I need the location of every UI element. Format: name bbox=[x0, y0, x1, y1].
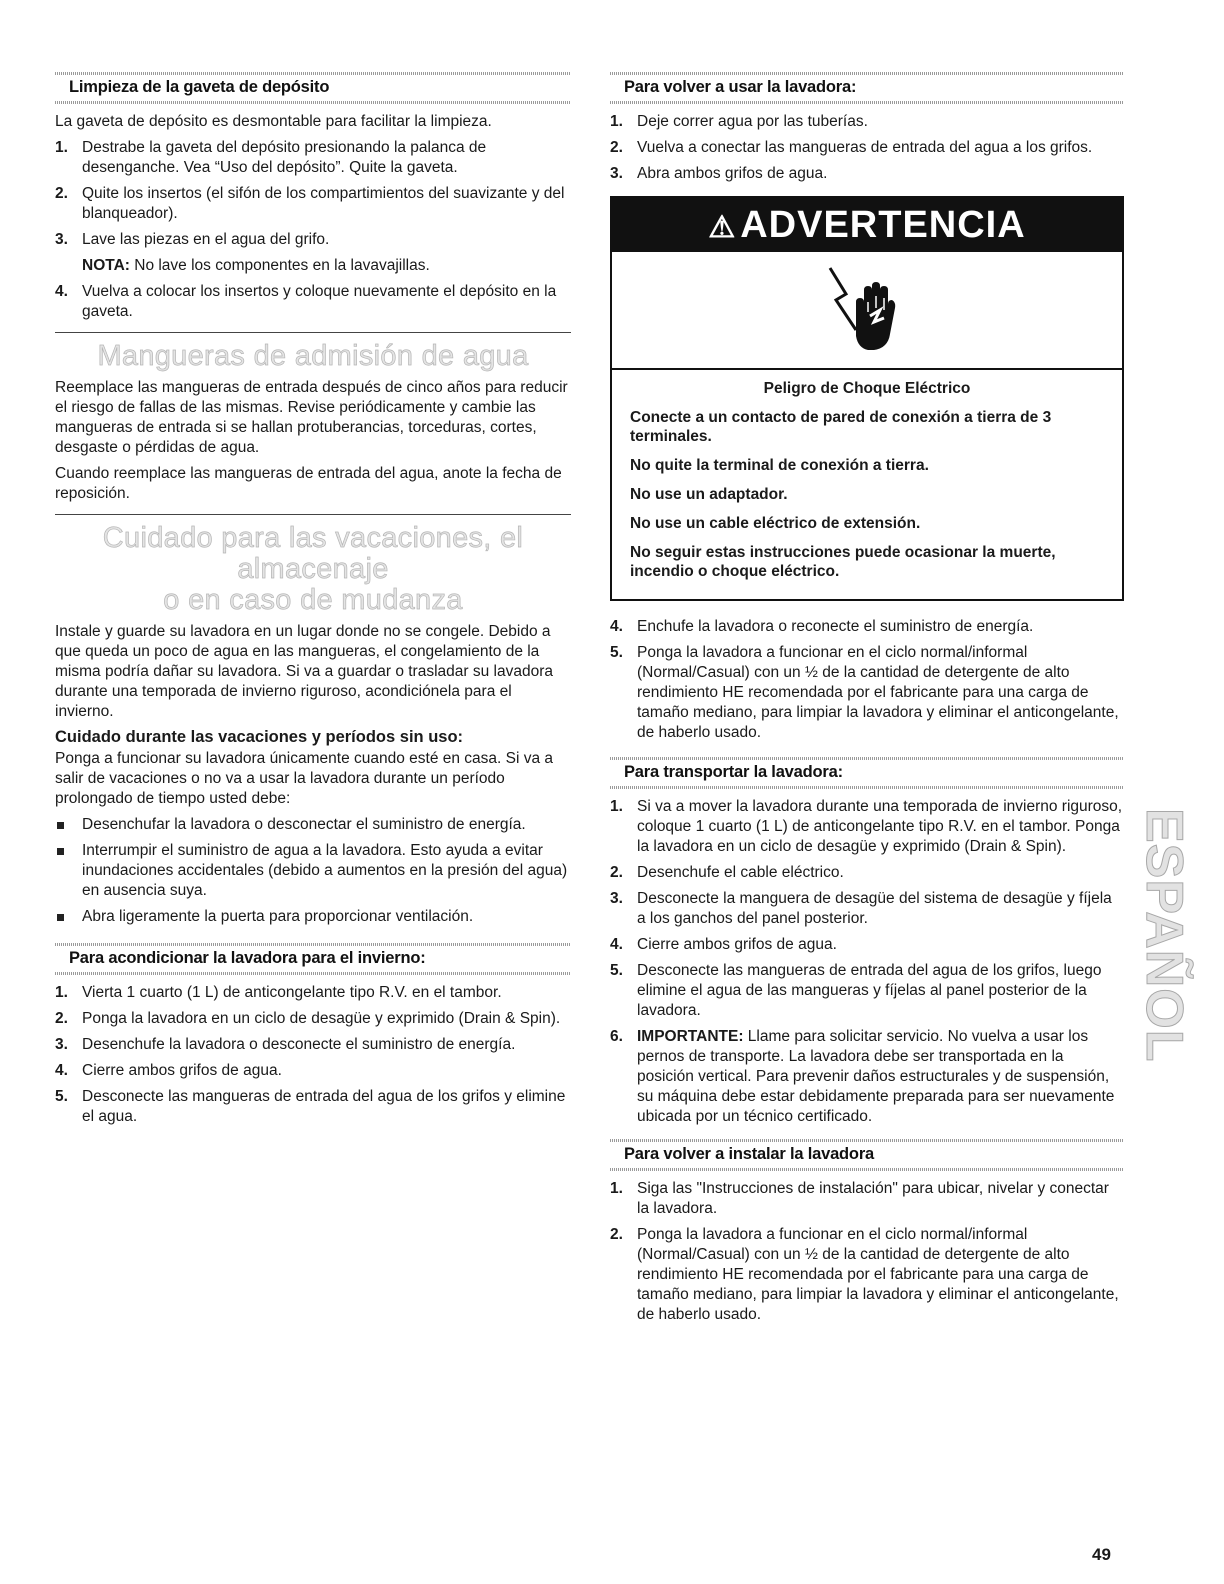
vacation-title-line-2: o en caso de mudanza bbox=[163, 584, 463, 616]
warning-title: ADVERTENCIA bbox=[740, 204, 1026, 246]
list-item bbox=[55, 983, 571, 1003]
step-text: Desconecte la manguera de desagüe del sistema de desagüe y fíjela a los ganchos del panel posterior. bbox=[637, 890, 1112, 927]
bullet-square-icon bbox=[57, 822, 64, 829]
list-item bbox=[610, 1225, 1124, 1325]
language-side-tab bbox=[1134, 807, 1194, 1063]
bullet-text: Desenchufar la lavadora o desconectar el suministro de energía. bbox=[82, 816, 526, 833]
vacation-sub-heading: Cuidado durante las vacaciones y períodos sin uso: bbox=[55, 728, 464, 746]
list-item bbox=[610, 961, 1124, 1021]
left-column bbox=[55, 72, 571, 1133]
electric-shock-hand-icon bbox=[612, 252, 1122, 370]
step-number: 3. bbox=[610, 165, 623, 182]
vacation-intro: Instale y guarde su lavadora en un lugar donde no se congele. Debido a que queda un poco de agua en las mangueras, el congelamiento de la misma podría dañar su lavadora. Si va a guardar o trasladar su lavadora durante una temporada de invierno riguroso, acondiciónela para el invierno. bbox=[55, 623, 553, 720]
winterize-steps bbox=[55, 983, 571, 1127]
step-number: 3. bbox=[610, 890, 623, 907]
list-item bbox=[55, 184, 571, 224]
list-item bbox=[55, 1087, 571, 1127]
list-item bbox=[55, 815, 571, 835]
warning-line: No quite la terminal de conexión a tierra. bbox=[630, 457, 929, 474]
step-text: Desconecte las mangueras de entrada del agua de los grifos y elimine el agua. bbox=[82, 1088, 566, 1125]
list-item bbox=[55, 1009, 571, 1029]
step-text: Desenchufe la lavadora o desconecte el suministro de energía. bbox=[82, 1036, 516, 1053]
step-text: Ponga la lavadora a funcionar en el ciclo normal/informal (Normal/Casual) con un ½ de la cantidad de detergente de alto rendimiento HE recomendada por el fabricante para una carga de tamaño mediano, para limpiar la lavadora y eliminar el anticongelante, de haberlo usado. bbox=[637, 1226, 1119, 1323]
step-number: 3. bbox=[55, 231, 68, 248]
step-number: 5. bbox=[610, 962, 623, 979]
transport-heading-bar bbox=[610, 757, 1124, 789]
list-item bbox=[610, 1027, 1124, 1127]
note-text: No lave los componentes en la lavavajillas. bbox=[129, 257, 430, 274]
list-item bbox=[55, 1061, 571, 1081]
language-label: ESPAÑOL bbox=[1135, 807, 1193, 1063]
bullet-text: Abra ligeramente la puerta para proporcionar ventilación. bbox=[82, 908, 474, 925]
vacation-bullets bbox=[55, 815, 571, 927]
list-item bbox=[610, 617, 1124, 637]
step-number: 2. bbox=[55, 1010, 68, 1027]
list-item bbox=[55, 138, 571, 178]
transport-heading: Para transportar la lavadora: bbox=[624, 763, 843, 781]
warning-line: No use un adaptador. bbox=[630, 486, 788, 503]
list-item bbox=[55, 230, 571, 276]
list-item bbox=[610, 889, 1124, 929]
step-text: Cierre ambos grifos de agua. bbox=[82, 1062, 282, 1079]
step-text: Deje correr agua por las tuberías. bbox=[637, 113, 868, 130]
section-divider bbox=[55, 514, 571, 515]
reuse-heading-bar bbox=[610, 72, 1124, 104]
step-text: Llame para solicitar servicio. No vuelva a usar los pernos de transporte. La lavadora debe ser transportada en la posición vertical. Para prevenir daños estructurales y de suspensión, su máquina debe estar debidamente preparada para ser nuevamente ubicada por un técnico certificado. bbox=[637, 1028, 1115, 1125]
list-item bbox=[55, 282, 571, 322]
reuse-steps-continued bbox=[610, 617, 1124, 743]
reinstall-steps bbox=[610, 1179, 1124, 1325]
step-text: Siga las "Instrucciones de instalación" para ubicar, nivelar y conectar la lavadora. bbox=[637, 1180, 1109, 1217]
warning-line: No seguir estas instrucciones puede ocasionar la muerte, incendio o choque eléctrico. bbox=[630, 544, 1056, 580]
step-text: Vuelva a conectar las mangueras de entrada del agua a los grifos. bbox=[637, 139, 1093, 156]
step-text: Ponga la lavadora en un ciclo de desagüe y exprimido (Drain & Spin). bbox=[82, 1010, 561, 1027]
step-text: Lave las piezas en el agua del grifo. bbox=[82, 231, 330, 248]
step-number: 1. bbox=[610, 798, 623, 815]
step-number: 2. bbox=[610, 1226, 623, 1243]
step-text: Quite los insertos (el sifón de los compartimientos del suavizante y del blanqueador). bbox=[82, 185, 565, 222]
list-item bbox=[610, 164, 1124, 184]
step-number: 4. bbox=[610, 618, 623, 635]
shock-hand-graphic bbox=[822, 260, 912, 360]
important-label: IMPORTANTE: bbox=[637, 1028, 744, 1045]
note-label: NOTA: bbox=[82, 257, 130, 274]
warning-box bbox=[610, 196, 1124, 601]
step-text: Abra ambos grifos de agua. bbox=[637, 165, 828, 182]
bullet-text: Interrumpir el suministro de agua a la lavadora. Esto ayuda a evitar inundaciones accidentales (debido a aumentos en la presión del agua) en ausencia suya. bbox=[82, 842, 568, 899]
list-item bbox=[610, 863, 1124, 883]
step-text: Si va a mover la lavadora durante una temporada de invierno riguroso, coloque 1 cuarto (1 L) de anticongelante tipo R.V. en el tambor. Ponga la lavadora en un ciclo de desagüe y exprimido (Drain & Spin). bbox=[637, 798, 1123, 855]
warning-body bbox=[612, 370, 1122, 599]
cleaning-steps bbox=[55, 138, 571, 322]
list-item bbox=[610, 643, 1124, 743]
list-item bbox=[610, 935, 1124, 955]
reinstall-heading: Para volver a instalar la lavadora bbox=[624, 1145, 875, 1163]
step-number: 2. bbox=[610, 864, 623, 881]
vacation-sub-text: Ponga a funcionar su lavadora únicamente cuando esté en casa. Si va a salir de vacaciones o no va a usar la lavadora durante un período prolongado de tiempo usted debe: bbox=[55, 750, 554, 807]
step-number: 1. bbox=[610, 113, 623, 130]
cleaning-note bbox=[82, 256, 571, 276]
cleaning-heading: Limpieza de la gaveta de depósito bbox=[69, 78, 330, 96]
step-text: Vuelva a colocar los insertos y coloque nuevamente el depósito en la gaveta. bbox=[82, 283, 557, 320]
step-number: 2. bbox=[610, 139, 623, 156]
step-text: Desenchufe el cable eléctrico. bbox=[637, 864, 844, 881]
bullet-square-icon bbox=[57, 914, 64, 921]
step-number: 1. bbox=[610, 1180, 623, 1197]
hoses-title: Mangueras de admisión de agua bbox=[97, 340, 529, 372]
list-item bbox=[55, 841, 571, 901]
hoses-paragraph-2: Cuando reemplace las mangueras de entrada del agua, anote la fecha de reposición. bbox=[55, 465, 562, 502]
winterize-heading-bar bbox=[55, 943, 571, 975]
cleaning-intro: La gaveta de depósito es desmontable para facilitar la limpieza. bbox=[55, 113, 492, 130]
step-number: 3. bbox=[55, 1036, 68, 1053]
step-text: Ponga la lavadora a funcionar en el ciclo normal/informal (Normal/Casual) con un ½ de la cantidad de detergente de alto rendimiento HE recomendada por el fabricante para una carga de tamaño mediano, para limpiar la lavadora y eliminar el anticongelante, de haberlo usado. bbox=[637, 644, 1119, 741]
reuse-heading: Para volver a usar la lavadora: bbox=[624, 78, 857, 96]
step-number: 5. bbox=[55, 1088, 68, 1105]
section-divider bbox=[55, 332, 571, 333]
step-text: Vierta 1 cuarto (1 L) de anticongelante tipo R.V. en el tambor. bbox=[82, 984, 502, 1001]
warning-line: Conecte a un contacto de pared de conexión a tierra de 3 terminales. bbox=[630, 409, 1052, 445]
warning-subtitle: Peligro de Choque Eléctrico bbox=[763, 380, 971, 397]
transport-steps bbox=[610, 797, 1124, 1127]
step-text: Enchufe la lavadora o reconecte el suministro de energía. bbox=[637, 618, 1034, 635]
winterize-heading: Para acondicionar la lavadora para el invierno: bbox=[69, 949, 426, 967]
step-text: Destrabe la gaveta del depósito presionando la palanca de desenganche. Vea “Uso del depósito”. Quite la gaveta. bbox=[82, 139, 487, 176]
step-number: 6. bbox=[610, 1028, 623, 1045]
list-item bbox=[610, 112, 1124, 132]
step-number: 5. bbox=[610, 644, 623, 661]
vacation-title bbox=[55, 523, 571, 616]
warning-line: No use un cable eléctrico de extensión. bbox=[630, 515, 921, 532]
step-number: 1. bbox=[55, 139, 68, 156]
vacation-title-line-1: Cuidado para las vacaciones, el almacenaje bbox=[102, 522, 524, 585]
step-number: 2. bbox=[55, 185, 68, 202]
step-text: Desconecte las mangueras de entrada del agua de los grifos, luego elimine el agua de las mangueras y fíjelas al panel posterior de la lavadora. bbox=[637, 962, 1102, 1019]
cleaning-heading-bar bbox=[55, 72, 571, 104]
hoses-paragraph-1: Reemplace las mangueras de entrada después de cinco años para reducir el riesgo de fallas de las mismas. Revise periódicamente y cambie las mangueras de entrada si se hallan protuberancias, torceduras, cortes, desgaste o pérdidas de agua. bbox=[55, 379, 568, 456]
list-item bbox=[610, 138, 1124, 158]
step-text: Cierre ambos grifos de agua. bbox=[637, 936, 837, 953]
list-item bbox=[55, 907, 571, 927]
step-number: 4. bbox=[610, 936, 623, 953]
list-item bbox=[610, 1179, 1124, 1219]
list-item bbox=[55, 1035, 571, 1055]
reuse-steps bbox=[610, 112, 1124, 184]
step-number: 4. bbox=[55, 1062, 68, 1079]
warning-header bbox=[612, 198, 1122, 252]
list-item bbox=[610, 797, 1124, 857]
warning-triangle-icon: ⚠ bbox=[708, 211, 737, 244]
bullet-square-icon bbox=[57, 848, 64, 855]
page-number: 49 bbox=[1092, 1545, 1111, 1564]
step-number: 4. bbox=[55, 283, 68, 300]
right-column bbox=[610, 72, 1124, 1331]
step-number: 1. bbox=[55, 984, 68, 1001]
reinstall-heading-bar bbox=[610, 1139, 1124, 1171]
